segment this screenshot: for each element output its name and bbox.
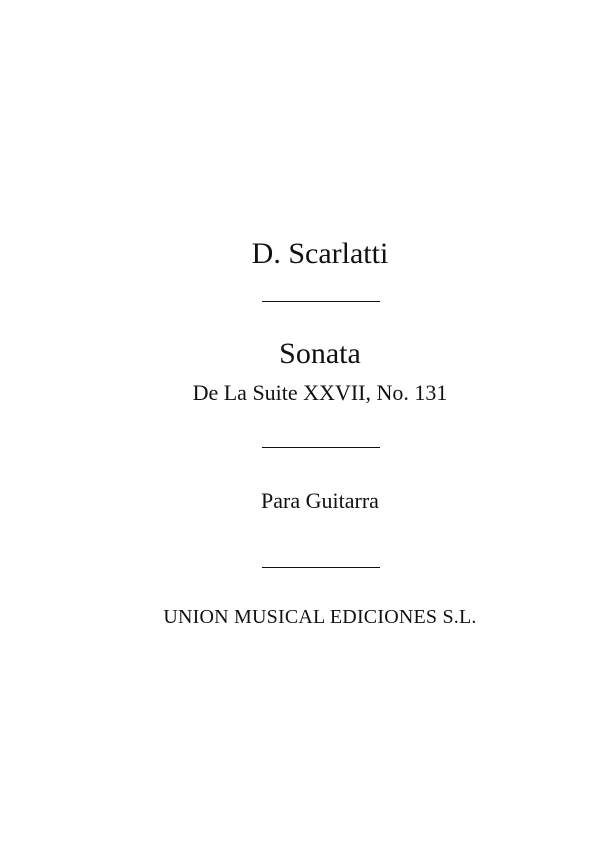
work-title: Sonata: [279, 337, 361, 370]
divider-rule: [262, 567, 380, 568]
composer-name: D. Scarlatti: [251, 237, 389, 270]
divider-rule: [262, 301, 380, 302]
work-subtitle: De La Suite XXVII, No. 131: [192, 380, 448, 405]
divider-rule: [262, 447, 380, 448]
instrument-label: Para Guitarra: [261, 488, 379, 513]
publisher-name: UNION MUSICAL EDICIONES S.L.: [163, 606, 477, 628]
